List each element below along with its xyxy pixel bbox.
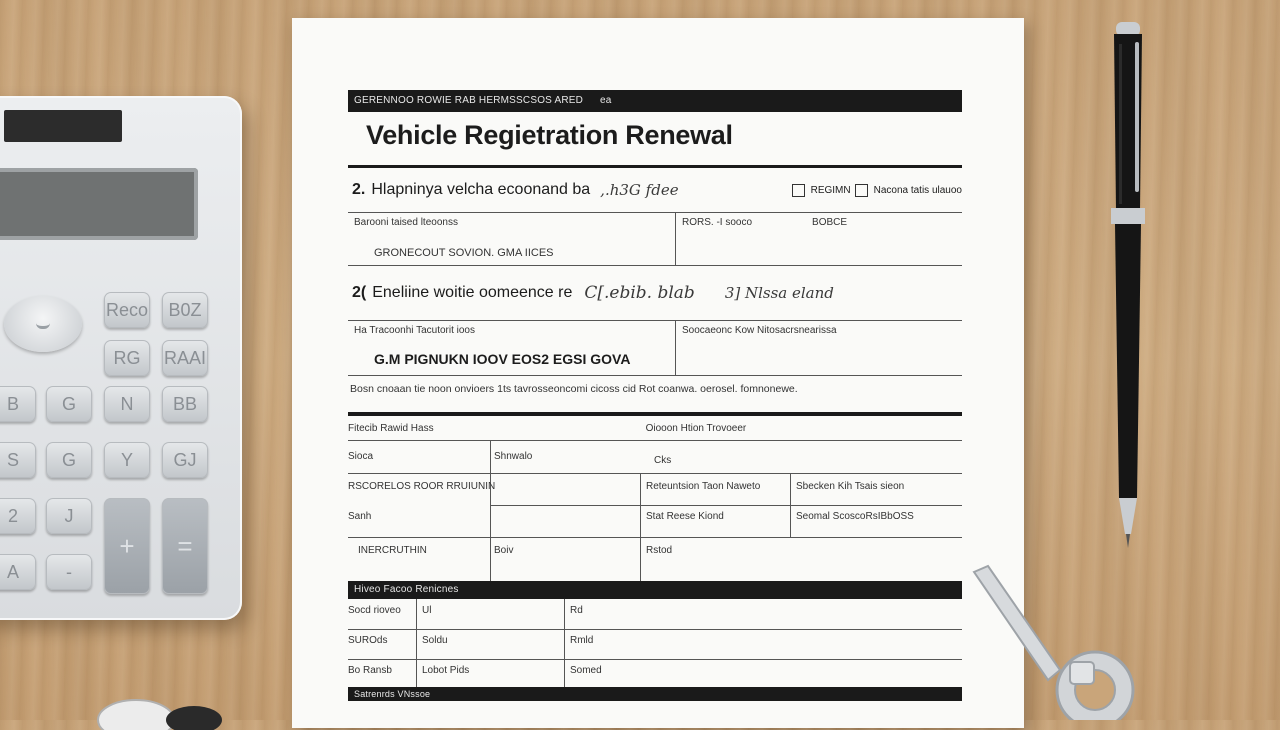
solar-panel [4, 110, 122, 142]
table-cell[interactable]: SUROds [348, 635, 388, 646]
grid-cell[interactable]: Rstod [646, 545, 673, 556]
section-2-handwritten-2: 3] Nlssa eland [724, 284, 834, 302]
grid-cell[interactable]: Cks [654, 455, 672, 466]
form-title: Vehicle Regietration Renewal [366, 120, 733, 150]
calc-key: 2 [0, 498, 36, 534]
calc-key: G [46, 442, 92, 478]
table-cell[interactable]: Rmld [570, 635, 594, 646]
grid-cell[interactable]: Stat Reese Kiond [646, 511, 724, 522]
field-label: Soocaeonc Kow Nitosacrsnearissa [682, 325, 837, 336]
pen-tip [1119, 498, 1137, 534]
calc-key: B [0, 386, 36, 422]
pen-nib [1126, 534, 1130, 548]
calc-key: RAAI [162, 340, 208, 376]
section-2-fields [348, 321, 962, 376]
section-2-heading [348, 266, 962, 320]
calc-key-plus: + [104, 498, 150, 594]
checkbox-a[interactable] [792, 184, 805, 197]
section-4-footer-bar: Satrenrds VNssoe [348, 687, 962, 701]
calculator-display [0, 168, 198, 240]
calc-key: - [46, 554, 92, 590]
table-cell[interactable]: Ul [422, 605, 432, 616]
section-1-left-field[interactable] [348, 213, 676, 265]
section-3-right-title: Oiooon Htion Trovoeer [645, 422, 747, 434]
table-cell[interactable]: Socd rioveo [348, 605, 401, 616]
registration-form-sheet [292, 18, 1024, 728]
section-2-number: 2( [352, 284, 367, 301]
field-label: RORS. -I sooco [682, 217, 753, 228]
calc-key: Reco [104, 292, 150, 328]
section-1-label: Hlapninya velcha ecoonand ba [371, 181, 591, 198]
section-4-bar: Hiveo Facoo Renicnes [348, 581, 962, 599]
section-2-right-field[interactable] [676, 321, 962, 375]
form-header-text: GERENNOO ROWIE RAB HERMSSCSOS ARED [354, 95, 584, 106]
table-cell[interactable]: Bo Ransb [348, 665, 392, 676]
grid-cell[interactable]: RSCORELOS ROOR RRUIUNIN [348, 481, 496, 492]
grid-cell[interactable]: Boiv [494, 545, 514, 556]
table-cell[interactable]: Rd [570, 605, 583, 616]
pen-clip [1135, 42, 1139, 192]
calculator-dial [4, 296, 82, 352]
calc-key: G [46, 386, 92, 422]
calc-key: Y [104, 442, 150, 478]
section-3-left-title: Fitecib Rawid Hass [348, 422, 434, 434]
calc-key: BB [162, 386, 208, 422]
section-1-handwritten: ,.h3G fdee [600, 181, 679, 199]
checkbox-b-label: Nacona tatis ulauoo [873, 184, 962, 196]
section-3-grid [348, 441, 962, 581]
section-4-table [348, 599, 962, 687]
section-2-handwritten: C[.ebib. blab [584, 283, 695, 303]
table-cell[interactable]: Somed [570, 665, 602, 676]
section-1-number: 2. [352, 181, 366, 198]
calc-key: N [104, 386, 150, 422]
form-body [348, 90, 962, 701]
grid-cell[interactable]: INERCRUTHIN [358, 545, 427, 556]
section-1-right-field[interactable] [676, 213, 962, 265]
pen-barrel [1115, 224, 1141, 498]
grid-cell[interactable]: Reteuntsion Taon Naweto [646, 481, 761, 492]
pen-cap-top [1116, 22, 1140, 36]
field-label: Barooni taised lteoonss [354, 217, 458, 228]
calc-key: S [0, 442, 36, 478]
table-cell[interactable]: Soldu [422, 635, 448, 646]
calc-key-equals: = [162, 498, 208, 594]
calc-key: B0Z [162, 292, 208, 328]
car-key-icon [960, 560, 1160, 720]
field-label: BOBCE [812, 217, 848, 228]
calc-key: J [46, 498, 92, 534]
grid-cell[interactable]: Shnwalo [494, 451, 533, 462]
grid-cell[interactable]: Sbecken Kih Tsais sieon [796, 481, 905, 492]
disclaimer-note: Bosn cnoaan tie noon onvioers 1ts tavrosseoncomi cicoss cid Rot coanwa. oerosel. fomnonewe. [350, 383, 798, 395]
calc-key: A [0, 554, 36, 590]
grid-cell[interactable]: Seomal ScoscoRsIBbOSS [796, 511, 914, 522]
field-value: G.M PIGNUKN IOOV EOS2 EGSI GOVA [374, 351, 631, 367]
checkbox-b[interactable] [855, 184, 868, 197]
section-1-fields [348, 213, 962, 266]
form-header-tail: ea [600, 95, 612, 106]
checkbox-a-label: REGIMN [810, 184, 851, 196]
section-1-heading [348, 168, 962, 212]
section-2-left-field[interactable] [348, 321, 676, 375]
grid-cell[interactable]: Sioca [348, 451, 374, 462]
form-header-bar [348, 90, 962, 112]
calculator [0, 96, 242, 620]
pen-band [1111, 208, 1145, 224]
section-3-header [348, 416, 962, 440]
field-label: GRONECOUT SOVION. GMA IICES [374, 247, 554, 259]
field-label: Ha Tracoonhi Tacutorit ioos [354, 325, 475, 336]
calc-key: RG [104, 340, 150, 376]
table-cell[interactable]: Lobot Pids [422, 665, 470, 676]
key-fob-icon [96, 690, 226, 730]
pen [1104, 20, 1152, 550]
section-2-label: Eneliine woitie oomeence re [372, 284, 573, 301]
calc-key: GJ [162, 442, 208, 478]
grid-cell[interactable]: Sanh [348, 511, 372, 522]
